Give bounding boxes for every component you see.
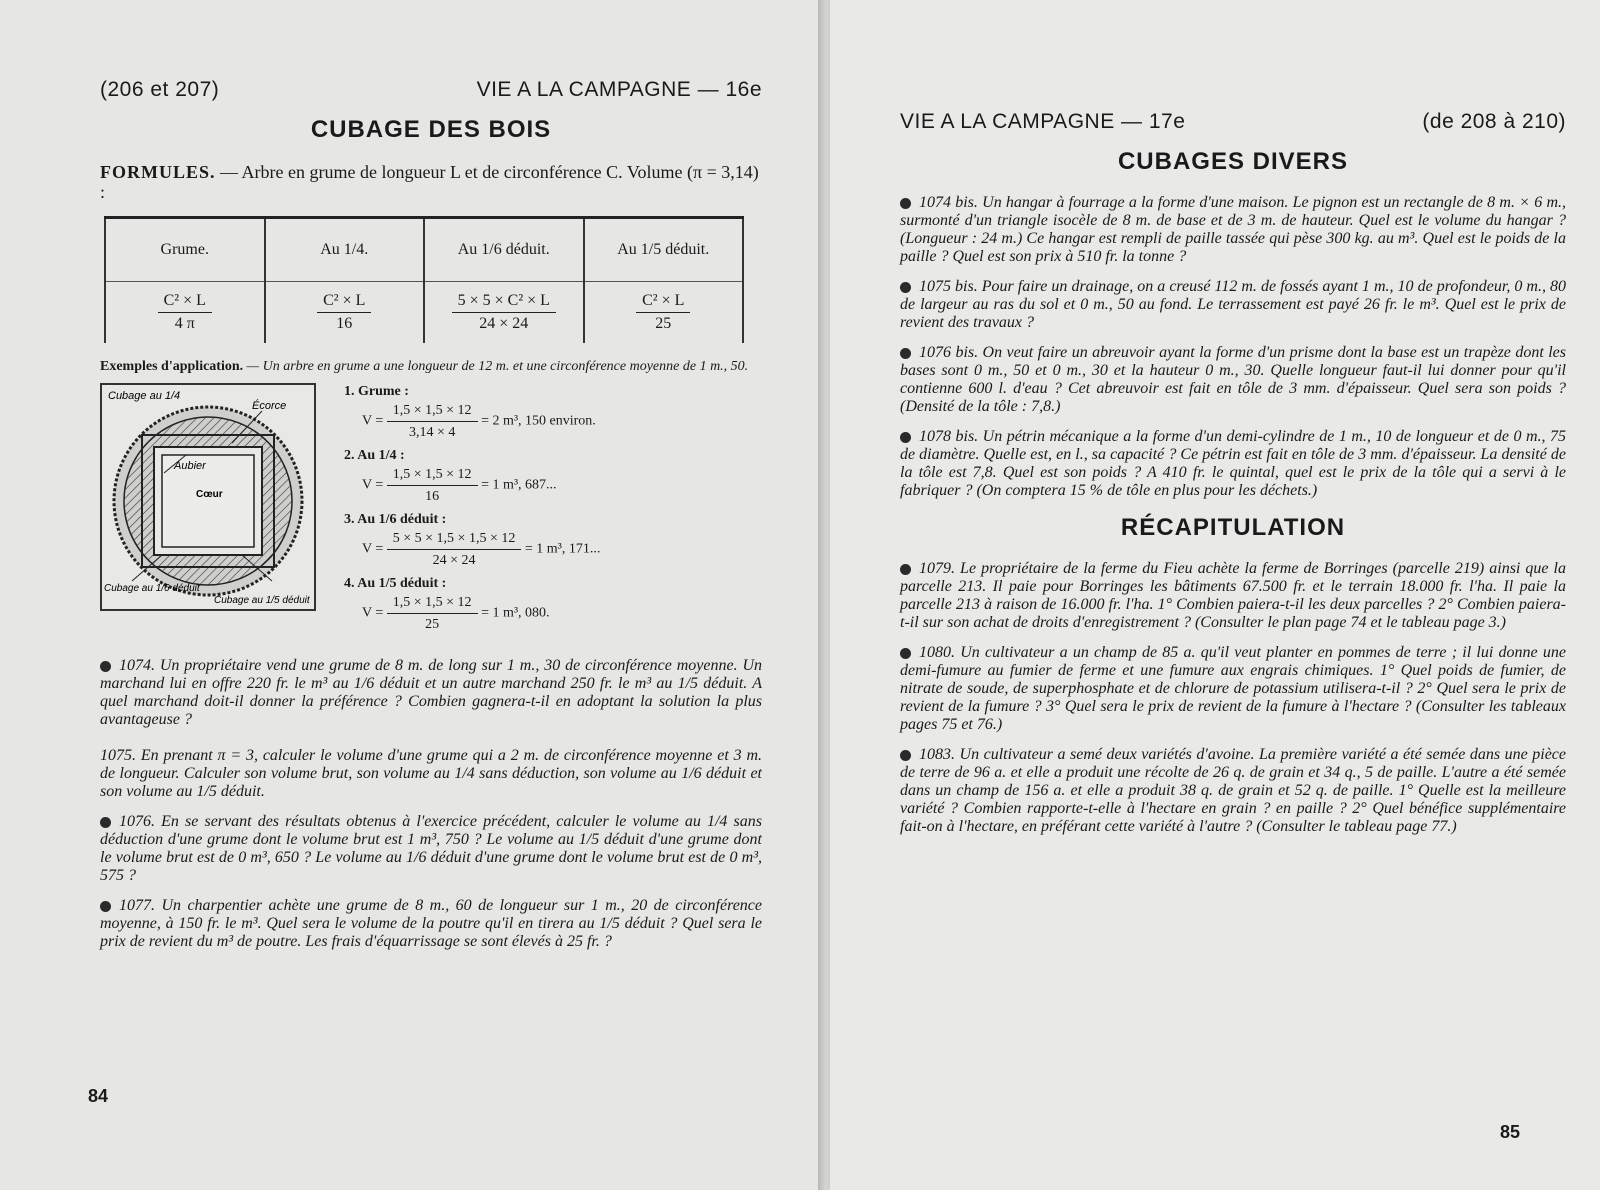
step-result: = 2 m³, 150 environ. [481, 413, 596, 429]
table-cell [584, 282, 744, 344]
exercise-text: 1076 bis. On veut faire un abreuvoir ayant la forme d'un prisme dont la base est un trapèze dont les bases sont 0 m., 50 et 0 m., 30 et la hauteur 0 m., 30. Quelle longueur faut-il lui donner pour qu'il contienne 600 l. d'eau ? Cet abreuvoir est fait en tôle de 3 mm. d'épaisseur. Quel sera son poids ? (Densité de la tôle : 7,8.) [900, 344, 1566, 415]
exercise-text: 1075. En prenant π = 3, calculer le volume d'une grume qui a 2 m. de circonférence moyenne et 3 m. de longueur. Calculer son volume brut, son volume au 1/4 sans déduction, son volume au 1/6 déduit et son volume au 1/5 déduit. [100, 747, 762, 800]
diagram-label-ecorce: Écorce [252, 400, 287, 412]
step-denominator: 16 [425, 489, 440, 504]
step-result: = 1 m³, 080. [481, 605, 550, 621]
table-header: Au 1/4. [265, 218, 425, 282]
right-page [830, 0, 1600, 1190]
exercise-text: 1074. Un propriétaire vend une grume de 8 m. de long sur 1 m., 30 de circonférence moyenne. Un marchand lui en offre 220 fr. le m³ au 1/6 déduit et un autre marchand 250 fr. le m³ au 1/5 déduit. A quel marchand doit-il donner la préférence ? Combien gagnera-t-il en adoptant la solution la plus avantageuse ? [100, 657, 762, 728]
diagram-label-cubage-cinquieme: Cubage au 1/5 déduit [214, 595, 310, 606]
exercise-paragraph [900, 644, 1566, 734]
calculation-steps [344, 383, 600, 639]
calculation-step [344, 511, 600, 569]
exercise-paragraph [900, 428, 1566, 500]
exercise-text: 1080. Un cultivateur a un champ de 85 a. qu'il veut planter en pommes de terre ; il lui donne une demi-fumure au fumier de ferme et une fumure aux engrais chimiques. 1° Quel poids de fumier, de nitrate de soude, de superphosphate et de chlorure de potassium utilisera-t-il ? 2° Quel sera le prix de revient de la fumure ? 3° Quel sera le prix de revient de la fumure à l'hectare ? (Consulter les tableaux pages 75 et 76.) [900, 644, 1566, 733]
step-result: = 1 m³, 171... [524, 541, 601, 557]
exercise-text: 1079. Le propriétaire de la ferme du Fieu achète la ferme de Borringes (parcelle 219) ainsi que la parcelle 213. Il paie pour Borringes les bâtiments 67.500 fr. et le terrain 18.000 fr. l'ha. Il paie la parcelle 213 à raison de 16.000 fr. l'ha. 1° Combien paiera-t-il les deux parcelles ? 2° Combien paiera-t-il sur son achat de droits d'enregistrement ? (Consulter le plan page 74 et le tableau page 3.) [900, 560, 1566, 631]
formula-denominator: 25 [655, 315, 672, 332]
exercise-text: 1083. Un cultivateur a semé deux variétés d'avoine. La première variété a été semée dans une pièce de terre de 96 a. et elle a produit une récolte de 26 q. de grain et 34 q., 5 de paille. L'autre a été semée dans un champ de 156 a. et elle a produit 38 q. de grain et 52 q. de paille. 1° Quelle est la meilleure variété ? Combien rapporte-t-elle à l'hectare en grain ? en paille ? 2° Quel bénéfice supplémentaire fait-on à l'hectare, en préférant cette variété à l'autre ? (Consulter le tableau page 77.) [900, 746, 1566, 835]
left-running-header [100, 78, 762, 102]
example-text: — Un arbre en grume a une longueur de 12 m. et une circonférence moyenne de 1 m., 50. [246, 359, 749, 374]
left-header-title: VIE A LA CAMPAGNE — 16e [476, 78, 762, 101]
table-cell [424, 282, 584, 344]
exercise-paragraph [100, 657, 762, 729]
bullet-icon [900, 432, 911, 443]
table-header: Au 1/5 déduit. [584, 218, 744, 282]
bullet-icon [900, 564, 911, 575]
formula-numerator: C² × L [636, 292, 690, 313]
diagram-label-aubier: Aubier [174, 460, 206, 472]
left-page-title: CUBAGE DES BOIS [310, 116, 552, 143]
step-denominator: 3,14 × 4 [408, 425, 456, 440]
step-numerator: 1,5 × 1,5 × 12 [387, 402, 478, 422]
example-row [100, 383, 762, 639]
exercise-paragraph [900, 560, 1566, 632]
calculation-step [344, 575, 600, 633]
calculation-step [344, 383, 600, 441]
right-header-title: VIE A LA CAMPAGNE — 17e [900, 110, 1186, 133]
left-page-number: 84 [88, 1086, 109, 1106]
step-denominator: 25 [425, 617, 440, 632]
bullet-icon [900, 348, 911, 359]
step-title: 3. Au 1/6 déduit : [344, 512, 447, 527]
formules-text: — Arbre en grume de longueur L et de circonférence C. Volume (π = 3,14) : [100, 162, 759, 202]
right-page-title: CUBAGES DIVERS [1117, 148, 1349, 175]
formula-denominator: 16 [336, 315, 353, 332]
step-numerator: 5 × 5 × 1,5 × 1,5 × 12 [387, 530, 522, 550]
step-numerator: 1,5 × 1,5 × 12 [387, 466, 478, 486]
step-lhs: V = [362, 605, 384, 621]
formula-denominator: 24 × 24 [479, 315, 529, 332]
example-lead: Exemples d'application. [100, 359, 244, 374]
step-title: 4. Au 1/5 déduit : [344, 576, 447, 591]
bullet-icon [100, 817, 111, 828]
recap-title: RÉCAPITULATION [1120, 514, 1346, 541]
table-cell [265, 282, 425, 344]
exercise-paragraph [900, 344, 1566, 416]
right-page-number: 85 [1500, 1122, 1521, 1142]
formules-paragraph [100, 162, 762, 202]
log-cross-section-diagram [100, 383, 316, 611]
right-running-header [900, 110, 1566, 134]
example-intro [100, 359, 762, 375]
exercise-text: 1077. Un charpentier achète une grume de 8 m., 60 de longueur sur 1 m., 20 de circonférence moyenne, à 150 fr. le m³. Quel sera le volume de la poutre qu'il en tirera au 1/5 déduit ? Quel sera le prix de revient du m³ de poutre. Les frais d'équarrissage se sont élevés à 25 fr. ? [100, 897, 762, 950]
bullet-icon [100, 661, 111, 672]
diagram-label-cubage-sixieme: Cubage au 1/6 déduit [104, 583, 200, 594]
table-cell [105, 282, 265, 344]
log-cross-section-illustration [102, 385, 314, 609]
bullet-icon [100, 901, 111, 912]
right-header-section: (de 208 à 210) [1422, 110, 1566, 133]
formula-table [104, 216, 744, 343]
diagram-label-coeur: Cœur [196, 489, 223, 500]
step-lhs: V = [362, 413, 384, 429]
step-numerator: 1,5 × 1,5 × 12 [387, 594, 478, 614]
formula-denominator: 4 π [174, 315, 195, 332]
formula-numerator: C² × L [158, 292, 212, 313]
exercise-paragraph [100, 897, 762, 951]
table-header: Au 1/6 déduit. [424, 218, 584, 282]
formules-lead: FORMULES. [100, 162, 216, 182]
left-header-section: (206 et 207) [100, 78, 220, 101]
formula-numerator: 5 × 5 × C² × L [452, 292, 556, 313]
exercise-text: 1076. En se servant des résultats obtenus à l'exercice précédent, calculer le volume au 1/4 sans déduction d'une grume dont le volume brut est 1 m³, 750 ? Le volume au 1/5 déduit d'une grume dont le volume brut est de 0 m³, 650 ? Le volume au 1/6 déduit d'une grume dont le volume brut est de 0 m³, 575 ? [100, 813, 762, 884]
exercise-paragraph [900, 194, 1566, 266]
exercise-text: 1078 bis. Un pétrin mécanique a la forme d'un demi-cylindre de 1 m., 10 de longueur et de 0 m., 75 de diamètre. Quelle est, en l., sa capacité ? Ce pétrin est fait en tôle de 3 mm. d'épaisseur. La densité de la tôle est 7,8. Quel est son poids ? A 410 fr. le quintal, quel est le prix de la tôle qui a servi à le fabriquer ? (On comptera 15 % de tôle en plus pour les déchets.) [900, 428, 1566, 499]
step-title: 1. Grume : [344, 384, 409, 399]
step-result: = 1 m³, 687... [481, 477, 557, 493]
exercise-paragraph [100, 813, 762, 885]
step-title: 2. Au 1/4 : [344, 448, 405, 463]
diagram-label-cubage-quart: Cubage au 1/4 [108, 390, 181, 402]
step-lhs: V = [362, 541, 384, 557]
exercise-paragraph [100, 747, 762, 801]
bullet-icon [900, 648, 911, 659]
exercise-text: 1074 bis. Un hangar à fourrage a la forme d'une maison. Le pignon est un rectangle de 8 m. × 6 m., surmonté d'un triangle isocèle de 8 m. de base et de 3 m. de hauteur. Quel est le volume du hangar ? (Longueur : 24 m.) Ce hangar est rempli de paille tassée qui pèse 300 kg. au m³. Quel est le poids de la paille ? Quel est son prix à 510 fr. la tonne ? [900, 194, 1566, 265]
step-denominator: 24 × 24 [432, 553, 476, 568]
bullet-icon [900, 750, 911, 761]
bullet-icon [900, 198, 911, 209]
step-lhs: V = [362, 477, 384, 493]
table-header: Grume. [105, 218, 265, 282]
exercise-text: 1075 bis. Pour faire un drainage, on a creusé 112 m. de fossés ayant 1 m., 10 de profondeur, 0 m., 80 de largeur au ras du sol et 0 m., 50 au fond. Le terrassement est payé 26 fr. le m³. Quel est le prix de revient des travaux ? [900, 278, 1566, 331]
calculation-step [344, 447, 600, 505]
exercise-paragraph [900, 278, 1566, 332]
exercise-paragraph [900, 746, 1566, 836]
formula-numerator: C² × L [317, 292, 371, 313]
bullet-icon [900, 282, 911, 293]
